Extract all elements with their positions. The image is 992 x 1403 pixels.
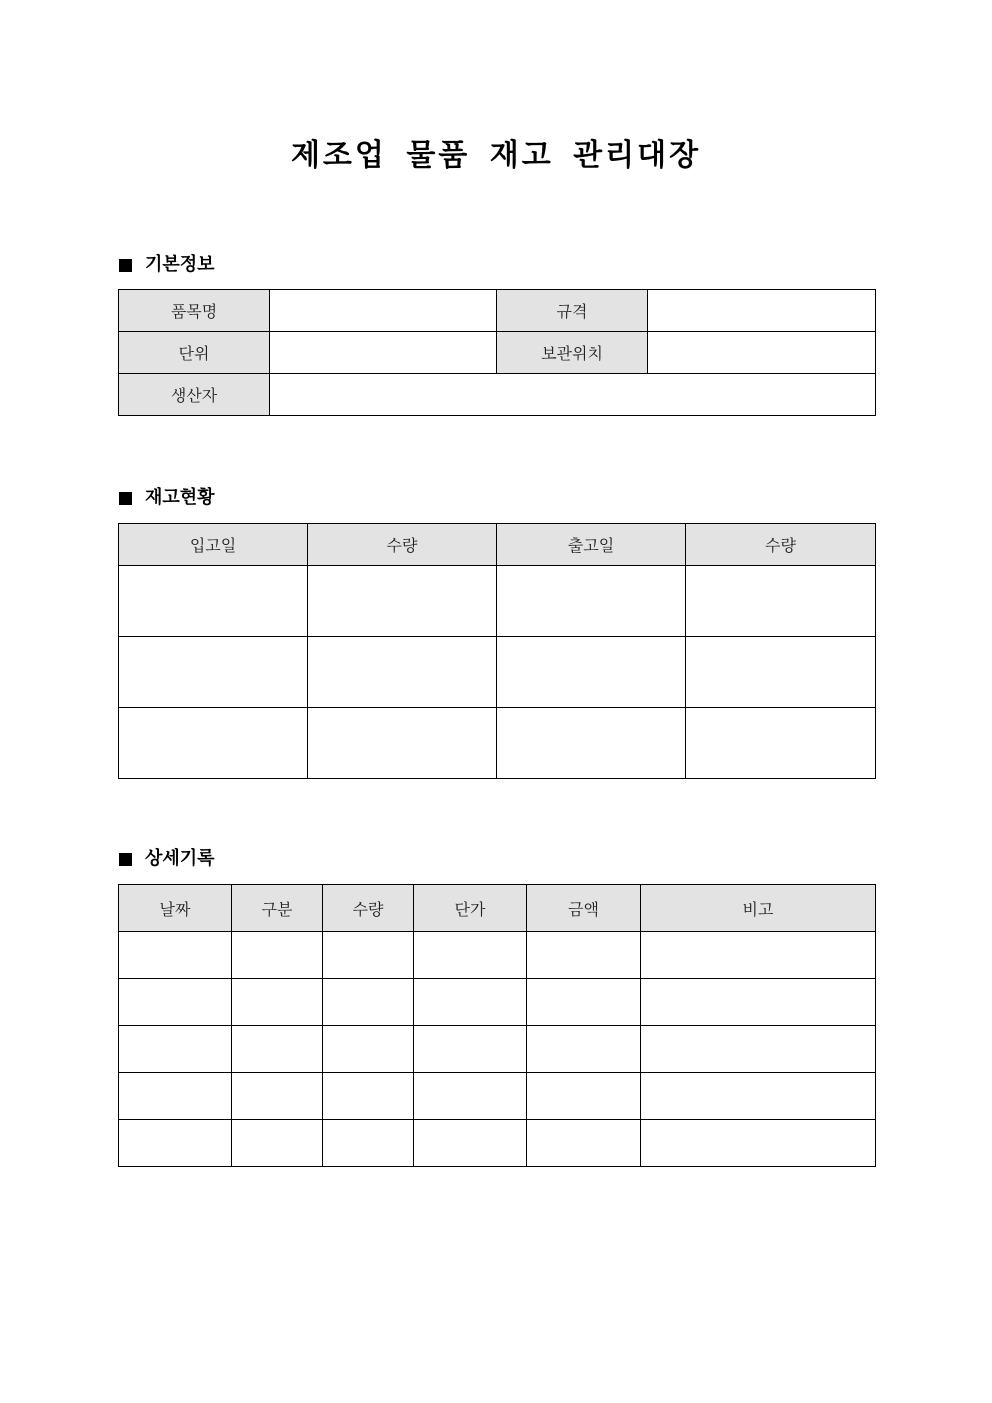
item-name-field[interactable] xyxy=(270,290,497,332)
storage-location-field[interactable] xyxy=(648,332,876,374)
basic-info-heading-text: 기본정보 xyxy=(145,254,215,275)
table-row xyxy=(119,566,876,637)
table-row xyxy=(119,637,876,708)
column-header-amount: 금액 xyxy=(527,885,641,932)
table-cell[interactable] xyxy=(232,1120,323,1167)
table-cell[interactable] xyxy=(232,1073,323,1120)
basic-info-heading xyxy=(119,253,215,277)
table-cell[interactable] xyxy=(527,1026,641,1073)
table-cell[interactable] xyxy=(308,566,497,637)
table-cell[interactable] xyxy=(323,1120,414,1167)
table-cell[interactable] xyxy=(641,932,876,979)
table-cell[interactable] xyxy=(119,1026,232,1073)
table-cell[interactable] xyxy=(641,1073,876,1120)
producer-field[interactable] xyxy=(270,374,876,416)
table-cell[interactable] xyxy=(308,708,497,779)
table-cell[interactable] xyxy=(414,979,527,1026)
spec-field[interactable] xyxy=(648,290,876,332)
stock-status-heading-text: 재고현황 xyxy=(145,487,215,508)
table-cell[interactable] xyxy=(119,1120,232,1167)
item-name-label: 품목명 xyxy=(119,290,270,332)
table-header-row xyxy=(119,885,876,932)
table-cell[interactable] xyxy=(119,932,232,979)
table-header-row xyxy=(119,524,876,566)
basic-info-table xyxy=(118,289,876,416)
table-cell[interactable] xyxy=(527,932,641,979)
table-cell[interactable] xyxy=(414,1026,527,1073)
table-cell[interactable] xyxy=(323,1073,414,1120)
table-cell[interactable] xyxy=(497,637,686,708)
detail-records-heading-text: 상세기록 xyxy=(145,848,215,869)
column-header-category: 구분 xyxy=(232,885,323,932)
table-cell[interactable] xyxy=(119,637,308,708)
table-row xyxy=(119,979,876,1026)
table-cell[interactable] xyxy=(119,708,308,779)
table-cell[interactable] xyxy=(323,1026,414,1073)
square-bullet-icon xyxy=(119,492,132,505)
table-row xyxy=(119,290,876,332)
producer-label: 생산자 xyxy=(119,374,270,416)
table-cell[interactable] xyxy=(414,1120,527,1167)
table-row xyxy=(119,932,876,979)
stock-status-heading xyxy=(119,486,215,510)
table-cell[interactable] xyxy=(641,979,876,1026)
column-header-date: 날짜 xyxy=(119,885,232,932)
table-row xyxy=(119,374,876,416)
unit-label: 단위 xyxy=(119,332,270,374)
table-cell[interactable] xyxy=(641,1120,876,1167)
storage-location-label: 보관위치 xyxy=(497,332,648,374)
table-cell[interactable] xyxy=(232,979,323,1026)
table-cell[interactable] xyxy=(497,708,686,779)
column-header-in-date: 입고일 xyxy=(119,524,308,566)
detail-records-table xyxy=(118,884,876,1167)
table-cell[interactable] xyxy=(527,1073,641,1120)
table-cell[interactable] xyxy=(497,566,686,637)
table-cell[interactable] xyxy=(686,708,876,779)
detail-records-heading xyxy=(119,847,215,871)
table-cell[interactable] xyxy=(232,1026,323,1073)
table-cell[interactable] xyxy=(414,1073,527,1120)
table-cell[interactable] xyxy=(323,979,414,1026)
table-row xyxy=(119,708,876,779)
table-row xyxy=(119,1026,876,1073)
table-cell[interactable] xyxy=(232,932,323,979)
column-header-quantity: 수량 xyxy=(323,885,414,932)
column-header-out-date: 출고일 xyxy=(497,524,686,566)
table-cell[interactable] xyxy=(119,566,308,637)
page-title: 제조업 물품 재고 관리대장 xyxy=(290,138,702,173)
table-row xyxy=(119,1120,876,1167)
table-cell[interactable] xyxy=(527,1120,641,1167)
table-cell[interactable] xyxy=(119,1073,232,1120)
unit-field[interactable] xyxy=(270,332,497,374)
table-row xyxy=(119,1073,876,1120)
table-cell[interactable] xyxy=(323,932,414,979)
table-cell[interactable] xyxy=(686,566,876,637)
spec-label: 규격 xyxy=(497,290,648,332)
table-cell[interactable] xyxy=(641,1026,876,1073)
table-cell[interactable] xyxy=(414,932,527,979)
table-cell[interactable] xyxy=(308,637,497,708)
stock-status-table xyxy=(118,523,876,779)
square-bullet-icon xyxy=(119,259,132,272)
column-header-remarks: 비고 xyxy=(641,885,876,932)
column-header-out-quantity: 수량 xyxy=(686,524,876,566)
table-row xyxy=(119,332,876,374)
table-cell[interactable] xyxy=(686,637,876,708)
column-header-in-quantity: 수량 xyxy=(308,524,497,566)
column-header-unit-price: 단가 xyxy=(414,885,527,932)
table-cell[interactable] xyxy=(527,979,641,1026)
square-bullet-icon xyxy=(119,853,132,866)
table-cell[interactable] xyxy=(119,979,232,1026)
